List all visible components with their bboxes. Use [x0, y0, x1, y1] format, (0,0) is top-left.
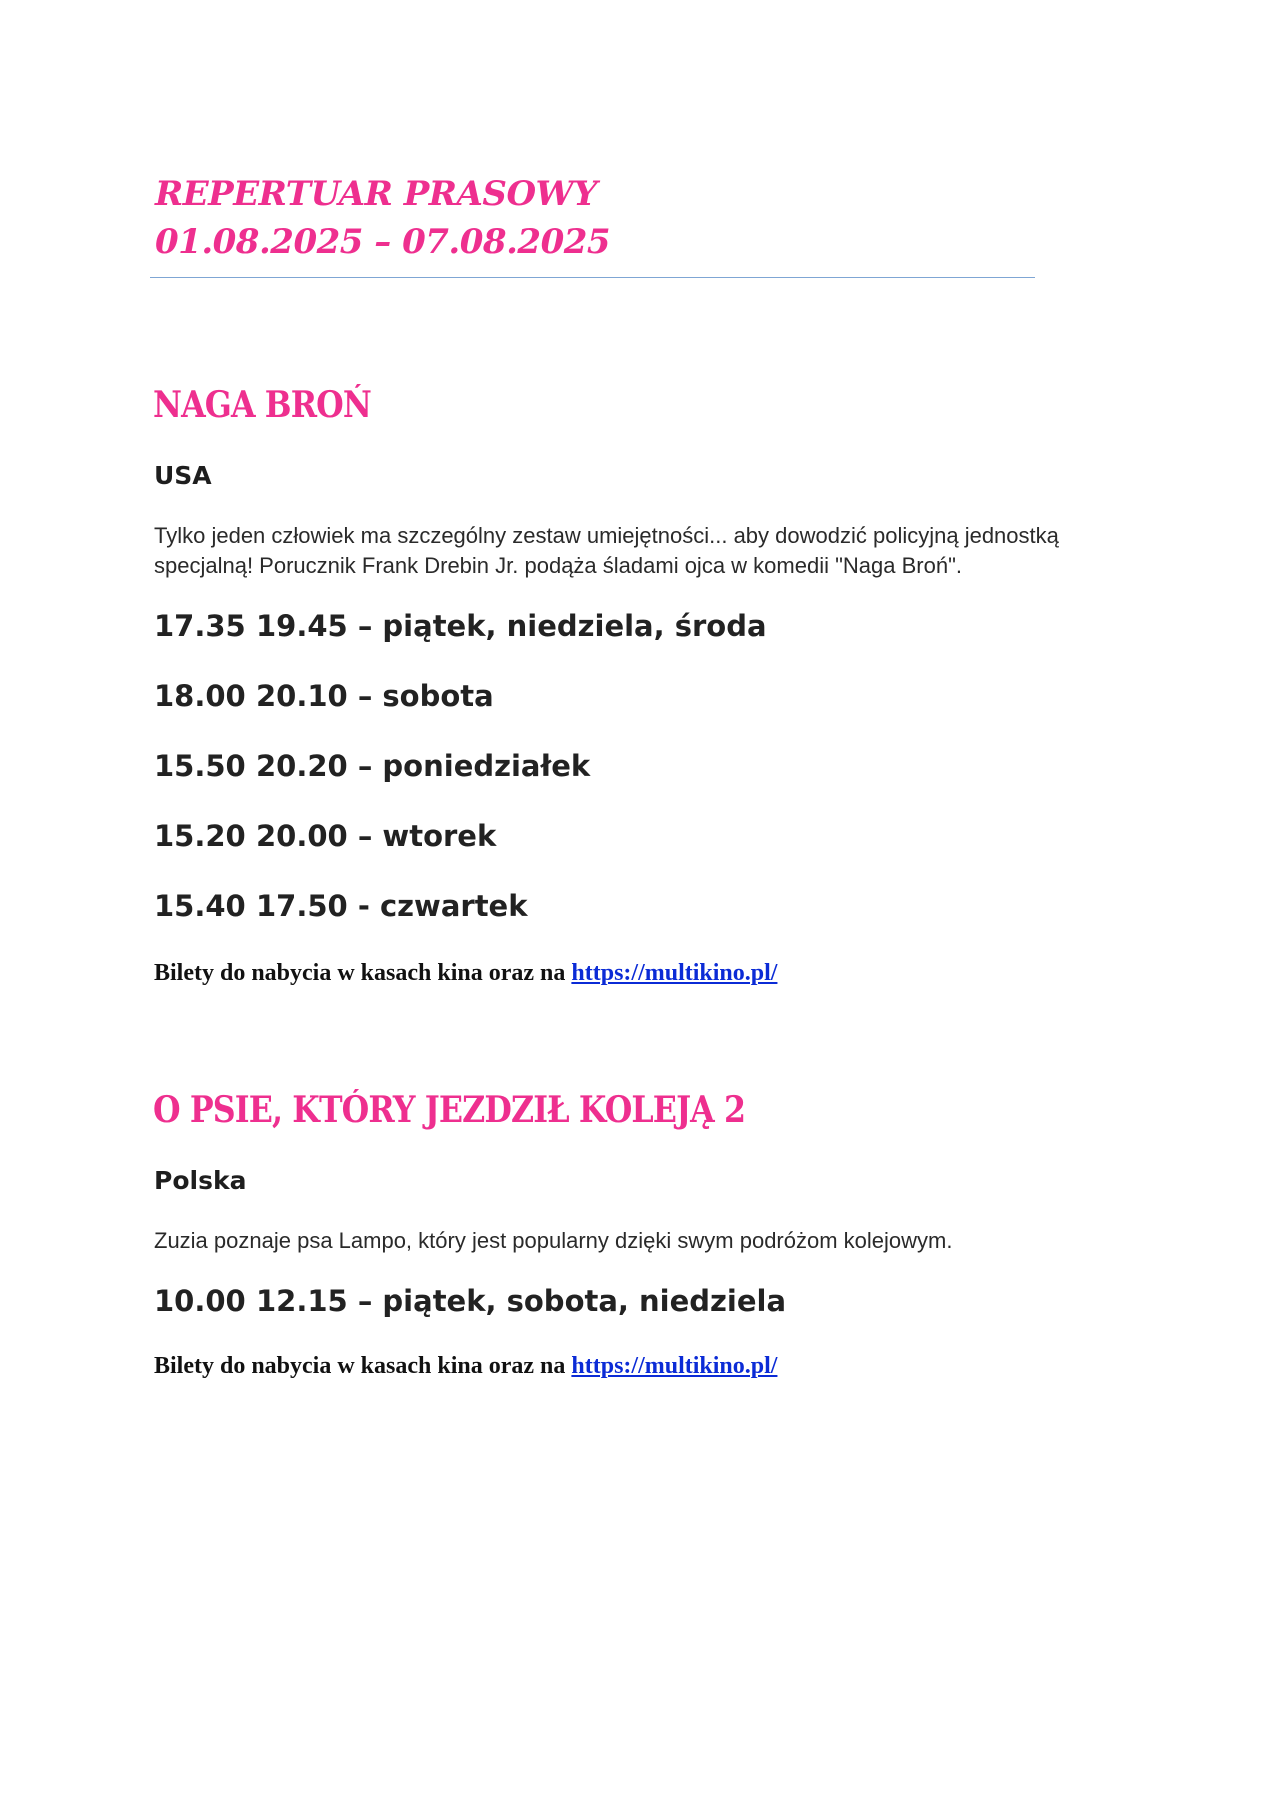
showtime-row — [154, 608, 767, 644]
showtime-rest: 19.45 – piątek, niedziela, środa — [256, 609, 767, 643]
showtime-first: 10.00 — [154, 1284, 246, 1318]
tickets-text: Bilety do nabycia w kasach kina oraz na — [154, 960, 572, 986]
tickets-text: Bilety do nabycia w kasach kina oraz na — [154, 1353, 572, 1379]
showtime-row — [154, 748, 590, 784]
movie-country: Polska — [154, 1166, 247, 1195]
tickets-link[interactable]: https://multikino.pl/ — [571, 960, 778, 986]
showtime-first: 18.00 — [154, 679, 246, 713]
showtime-row — [154, 678, 494, 714]
showtime-rest: 17.50 - czwartek — [256, 889, 528, 923]
showtime-first: 15.40 — [154, 889, 246, 923]
showtime-row — [154, 818, 496, 854]
movie-title: O PSIE, KTÓRY JEZDZIŁ KOLEJĄ 2 — [153, 1089, 746, 1131]
showtime-rest: 20.00 – wtorek — [256, 819, 497, 853]
movie-description: Zuzia poznaje psa Lampo, który jest popularny dzięki swym podróżom kolejowym. — [154, 1228, 953, 1253]
header-dates: 01.08.2025 – 07.08.2025 — [155, 222, 611, 262]
showtime-first: 15.20 — [154, 819, 246, 853]
showtime-row — [154, 1283, 786, 1319]
page-header — [155, 170, 610, 266]
header-title: REPERTUAR PRASOWY — [155, 174, 598, 214]
showtime-rest: 20.20 – poniedziałek — [256, 749, 591, 783]
movie-country: USA — [154, 461, 212, 490]
tickets-link[interactable]: https://multikino.pl/ — [571, 1353, 778, 1379]
showtime-rest: 12.15 – piątek, sobota, niedziela — [256, 1284, 787, 1318]
showtime-rest: 20.10 – sobota — [256, 679, 494, 713]
tickets-info — [154, 958, 777, 988]
tickets-info — [154, 1351, 777, 1381]
showtime-row — [154, 888, 528, 924]
showtime-first: 17.35 — [154, 609, 246, 643]
movie-title: NAGA BROŃ — [153, 384, 371, 426]
header-divider — [150, 277, 1035, 278]
showtime-first: 15.50 — [154, 749, 246, 783]
movie-description: Tylko jeden człowiek ma szczególny zestaw umiejętności... aby dowodzić policyjną jednostką specjalną! Porucznik Frank Drebin Jr. podąża śladami ojca w komedii "Naga Broń". — [154, 523, 1059, 578]
